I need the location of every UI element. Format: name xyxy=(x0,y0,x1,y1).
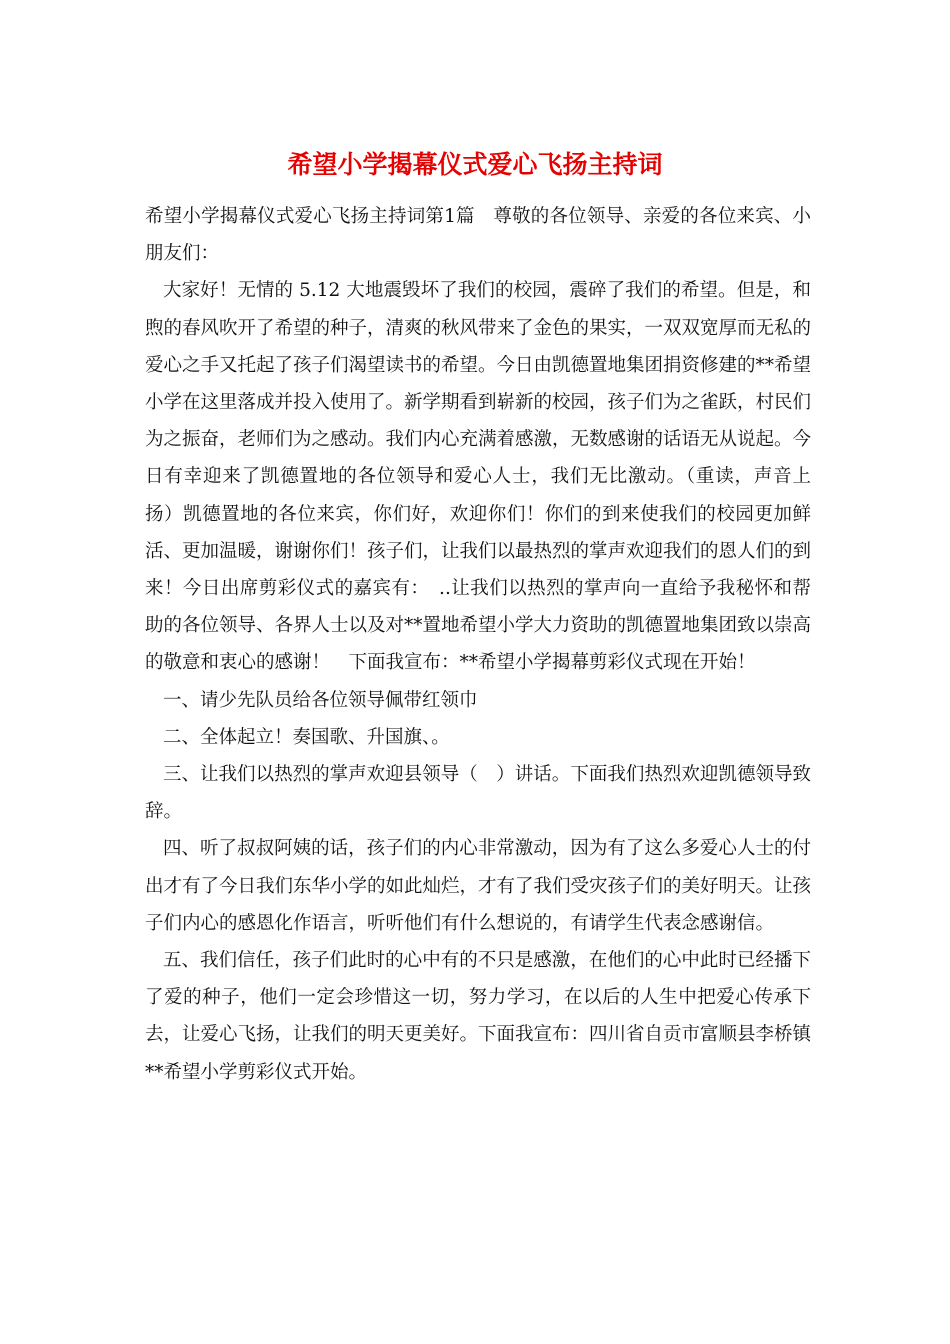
paragraph-item-3: 三、让我们以热烈的掌声欢迎县领导（ ）讲话。下面我们热烈欢迎凯德领导致辞。 xyxy=(145,764,811,823)
paragraph-item-1: 一、请少先队员给各位领导佩带红领巾 xyxy=(163,689,478,711)
paragraph-item-2: 二、全体起立！奏国歌、升国旗、。 xyxy=(163,726,450,748)
document-body xyxy=(145,198,811,1091)
paragraph-item-4: 四、听了叔叔阿姨的话，孩子们的内心非常激动，因为有了这么多爱心人士的付出才有了今日我们东华小学的如此灿烂，才有了我们受灾孩子们的美好明天。让孩子们内心的感恩化作语言，听听他们有什么想说的，有请学生代表念感谢信。 xyxy=(145,838,812,934)
paragraph-opening-speech: 大家好！无情的 5.12 大地震毁坏了我们的校园，震碎了我们的希望。但是，和煦的春风吹开了希望的种子，清爽的秋风带来了金色的果实，一双双宽厚而无私的爱心之手又托起了孩子们渴望读书的希望。今日由凯德置地集团捐资修建的**希望小学在这里落成并投入使用了。新学期看到崭新的校园，孩子们为之雀跃，村民们为之振奋，老师们为之感动。我们内心充满着感激，无数感谢的话语无从说起。今日有幸迎来了凯德置地的各位领导和爱心人士，我们无比激动。（重读，声音上扬）凯德置地的各位来宾，你们好，欢迎你们！你们的到来使我们的校园更加鲜活、更加温暖，谢谢你们！孩子们，让我们以最热烈的掌声欢迎我们的恩人们的到来！今日出席剪彩仪式的嘉宾有： ..让我们以热烈的掌声向一直给予我秘怀和帮助的各位领导、各界人士以及对**置地希望小学大力资助的凯德置地集团致以崇高的敬意和衷心的感谢！ 下面我宣布：**希望小学揭幕剪彩仪式现在开始！ xyxy=(145,280,812,674)
paragraph-item-5: 五、我们信任，孩子们此时的心中有的不只是感激，在他们的心中此时已经播下了爱的种子，他们一定会珍惜这一切，努力学习，在以后的人生中把爱心传承下去，让爱心飞扬，让我们的明天更美好。下面我宣布：四川省自贡市富顺县李桥镇**希望小学剪彩仪式开始。 xyxy=(145,950,812,1083)
document-title: 希望小学揭幕仪式爱心飞扬主持词 xyxy=(287,150,663,179)
paragraph-intro: 希望小学揭幕仪式爱心飞扬主持词第1篇 尊敬的各位领导、亲爱的各位来宾、小朋友们： xyxy=(145,206,811,265)
